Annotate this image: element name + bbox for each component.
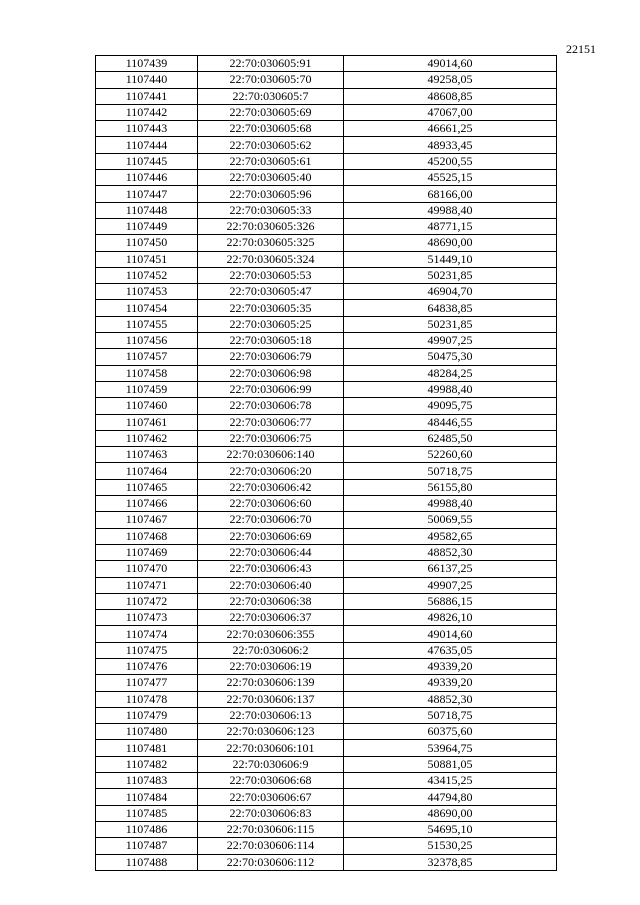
record-number-cell: 1107475 [96, 642, 198, 658]
record-number-cell: 1107444 [96, 137, 198, 153]
page-number: 22151 [566, 42, 596, 56]
cadastral-value-cell: 50718,75 [344, 463, 557, 479]
cadastral-value-cell: 64838,85 [344, 300, 557, 316]
cadastral-number-cell: 22:70:030606:137 [198, 691, 344, 707]
table-row [96, 186, 557, 202]
cadastral-value-cell: 47067,00 [344, 104, 557, 120]
record-number-cell: 1107470 [96, 561, 198, 577]
cadastral-number-cell: 22:70:030606:355 [198, 626, 344, 642]
cadastral-value-cell: 49339,20 [344, 675, 557, 691]
cadastral-value-cell: 32378,85 [344, 854, 557, 870]
record-number-cell: 1107477 [96, 675, 198, 691]
cadastral-number-cell: 22:70:030606:38 [198, 593, 344, 609]
table-row [96, 333, 557, 349]
cadastral-number-cell: 22:70:030606:2 [198, 642, 344, 658]
table-row [96, 496, 557, 512]
record-number-cell: 1107442 [96, 104, 198, 120]
cadastral-value-cell: 48852,30 [344, 544, 557, 560]
cadastral-value-cell: 46904,70 [344, 284, 557, 300]
table-row [96, 72, 557, 88]
record-number-cell: 1107488 [96, 854, 198, 870]
record-number-cell: 1107478 [96, 691, 198, 707]
cadastral-number-cell: 22:70:030606:140 [198, 447, 344, 463]
cadastral-value-cell: 49014,60 [344, 626, 557, 642]
table-row [96, 398, 557, 414]
table-row [96, 104, 557, 120]
record-number-cell: 1107471 [96, 577, 198, 593]
record-number-cell: 1107458 [96, 365, 198, 381]
record-number-cell: 1107469 [96, 544, 198, 560]
cadastral-value-cell: 49826,10 [344, 610, 557, 626]
table-row [96, 756, 557, 772]
cadastral-number-cell: 22:70:030606:44 [198, 544, 344, 560]
cadastral-value-cell: 49339,20 [344, 658, 557, 674]
record-number-cell: 1107468 [96, 528, 198, 544]
record-number-cell: 1107484 [96, 789, 198, 805]
record-number-cell: 1107473 [96, 610, 198, 626]
cadastral-value-cell: 56886,15 [344, 593, 557, 609]
table-row [96, 675, 557, 691]
record-number-cell: 1107463 [96, 447, 198, 463]
record-number-cell: 1107454 [96, 300, 198, 316]
record-number-cell: 1107460 [96, 398, 198, 414]
cadastral-value-cell: 48284,25 [344, 365, 557, 381]
cadastral-value-cell: 49258,05 [344, 72, 557, 88]
cadastral-number-cell: 22:70:030606:37 [198, 610, 344, 626]
cadastral-value-cell: 49988,40 [344, 381, 557, 397]
table-row [96, 610, 557, 626]
cadastral-number-cell: 22:70:030605:35 [198, 300, 344, 316]
table-row [96, 267, 557, 283]
cadastral-number-cell: 22:70:030606:78 [198, 398, 344, 414]
table-row [96, 430, 557, 446]
cadastral-value-cell: 66137,25 [344, 561, 557, 577]
cadastral-number-cell: 22:70:030606:75 [198, 430, 344, 446]
record-number-cell: 1107441 [96, 88, 198, 104]
cadastral-number-cell: 22:70:030605:7 [198, 88, 344, 104]
cadastral-number-cell: 22:70:030605:47 [198, 284, 344, 300]
cadastral-number-cell: 22:70:030605:70 [198, 72, 344, 88]
table-row [96, 414, 557, 430]
cadastral-number-cell: 22:70:030606:20 [198, 463, 344, 479]
table-row [96, 707, 557, 723]
table-row [96, 544, 557, 560]
cadastral-value-cell: 46661,25 [344, 121, 557, 137]
record-number-cell: 1107467 [96, 512, 198, 528]
table-row [96, 381, 557, 397]
record-number-cell: 1107474 [96, 626, 198, 642]
table-row [96, 284, 557, 300]
cadastral-number-cell: 22:70:030606:60 [198, 496, 344, 512]
record-number-cell: 1107486 [96, 821, 198, 837]
cadastral-value-cell: 60375,60 [344, 724, 557, 740]
table-row [96, 479, 557, 495]
table-row [96, 349, 557, 365]
record-number-cell: 1107479 [96, 707, 198, 723]
record-number-cell: 1107447 [96, 186, 198, 202]
table-row [96, 365, 557, 381]
cadastral-number-cell: 22:70:030606:83 [198, 805, 344, 821]
cadastral-number-cell: 22:70:030606:70 [198, 512, 344, 528]
cadastral-number-cell: 22:70:030606:69 [198, 528, 344, 544]
table-row [96, 691, 557, 707]
table-row [96, 626, 557, 642]
record-number-cell: 1107443 [96, 121, 198, 137]
record-number-cell: 1107452 [96, 267, 198, 283]
cadastral-value-cell: 47635,05 [344, 642, 557, 658]
cadastral-number-cell: 22:70:030605:25 [198, 316, 344, 332]
cadastral-value-cell: 49907,25 [344, 577, 557, 593]
table-row [96, 724, 557, 740]
cadastral-value-cell: 50069,55 [344, 512, 557, 528]
record-number-cell: 1107481 [96, 740, 198, 756]
cadastral-number-cell: 22:70:030606:79 [198, 349, 344, 365]
cadastral-value-cell: 50475,30 [344, 349, 557, 365]
table-row [96, 88, 557, 104]
cadastral-number-cell: 22:70:030605:40 [198, 170, 344, 186]
table-row [96, 251, 557, 267]
table-body [96, 56, 557, 871]
record-number-cell: 1107465 [96, 479, 198, 495]
record-number-cell: 1107472 [96, 593, 198, 609]
cadastral-number-cell: 22:70:030605:326 [198, 218, 344, 234]
cadastral-number-cell: 22:70:030605:324 [198, 251, 344, 267]
record-number-cell: 1107449 [96, 218, 198, 234]
table-row [96, 838, 557, 854]
table-row [96, 218, 557, 234]
cadastral-number-cell: 22:70:030606:139 [198, 675, 344, 691]
cadastral-value-cell: 49988,40 [344, 496, 557, 512]
table-row [96, 854, 557, 870]
cadastral-value-cell: 48446,55 [344, 414, 557, 430]
cadastral-number-cell: 22:70:030605:53 [198, 267, 344, 283]
cadastral-value-cell: 49095,75 [344, 398, 557, 414]
cadastral-value-cell: 53964,75 [344, 740, 557, 756]
cadastral-value-cell: 50231,85 [344, 316, 557, 332]
cadastral-number-cell: 22:70:030606:101 [198, 740, 344, 756]
cadastral-number-cell: 22:70:030606:42 [198, 479, 344, 495]
cadastral-value-cell: 51530,25 [344, 838, 557, 854]
cadastral-number-cell: 22:70:030606:13 [198, 707, 344, 723]
record-number-cell: 1107446 [96, 170, 198, 186]
record-number-cell: 1107440 [96, 72, 198, 88]
cadastral-value-cell: 48690,00 [344, 235, 557, 251]
cadastral-number-cell: 22:70:030605:96 [198, 186, 344, 202]
cadastral-value-cell: 48852,30 [344, 691, 557, 707]
record-number-cell: 1107451 [96, 251, 198, 267]
cadastral-value-cell: 48608,85 [344, 88, 557, 104]
record-number-cell: 1107439 [96, 56, 198, 72]
cadastral-number-cell: 22:70:030606:67 [198, 789, 344, 805]
data-table [95, 55, 557, 871]
record-number-cell: 1107483 [96, 773, 198, 789]
table-row [96, 153, 557, 169]
cadastral-number-cell: 22:70:030605:68 [198, 121, 344, 137]
table-row [96, 642, 557, 658]
cadastral-number-cell: 22:70:030605:325 [198, 235, 344, 251]
table-row [96, 235, 557, 251]
record-number-cell: 1107480 [96, 724, 198, 740]
table-row [96, 528, 557, 544]
table-row [96, 740, 557, 756]
cadastral-value-cell: 45200,55 [344, 153, 557, 169]
cadastral-number-cell: 22:70:030606:43 [198, 561, 344, 577]
cadastral-value-cell: 68166,00 [344, 186, 557, 202]
table-row [96, 593, 557, 609]
table-row [96, 512, 557, 528]
cadastral-number-cell: 22:70:030605:91 [198, 56, 344, 72]
record-number-cell: 1107466 [96, 496, 198, 512]
table-row [96, 316, 557, 332]
cadastral-number-cell: 22:70:030606:98 [198, 365, 344, 381]
cadastral-value-cell: 49988,40 [344, 202, 557, 218]
table-row [96, 300, 557, 316]
cadastral-value-cell: 50718,75 [344, 707, 557, 723]
record-number-cell: 1107459 [96, 381, 198, 397]
cadastral-number-cell: 22:70:030606:9 [198, 756, 344, 772]
table-row [96, 773, 557, 789]
cadastral-value-cell: 50231,85 [344, 267, 557, 283]
record-number-cell: 1107482 [96, 756, 198, 772]
record-number-cell: 1107453 [96, 284, 198, 300]
table-row [96, 805, 557, 821]
table-row [96, 137, 557, 153]
cadastral-number-cell: 22:70:030606:123 [198, 724, 344, 740]
record-number-cell: 1107445 [96, 153, 198, 169]
cadastral-value-cell: 54695,10 [344, 821, 557, 837]
record-number-cell: 1107485 [96, 805, 198, 821]
cadastral-number-cell: 22:70:030606:112 [198, 854, 344, 870]
table-row [96, 170, 557, 186]
cadastral-value-cell: 48690,00 [344, 805, 557, 821]
cadastral-number-cell: 22:70:030605:62 [198, 137, 344, 153]
cadastral-number-cell: 22:70:030605:33 [198, 202, 344, 218]
record-number-cell: 1107448 [96, 202, 198, 218]
cadastral-number-cell: 22:70:030605:69 [198, 104, 344, 120]
table-row [96, 821, 557, 837]
cadastral-value-cell: 62485,50 [344, 430, 557, 446]
table-row [96, 463, 557, 479]
cadastral-number-cell: 22:70:030606:114 [198, 838, 344, 854]
record-number-cell: 1107464 [96, 463, 198, 479]
table-row [96, 56, 557, 72]
cadastral-value-cell: 50881,05 [344, 756, 557, 772]
cadastral-number-cell: 22:70:030605:18 [198, 333, 344, 349]
cadastral-value-cell: 49014,60 [344, 56, 557, 72]
cadastral-value-cell: 45525,15 [344, 170, 557, 186]
cadastral-number-cell: 22:70:030606:40 [198, 577, 344, 593]
record-number-cell: 1107456 [96, 333, 198, 349]
cadastral-value-cell: 44794,80 [344, 789, 557, 805]
cadastral-value-cell: 51449,10 [344, 251, 557, 267]
cadastral-value-cell: 49582,65 [344, 528, 557, 544]
record-number-cell: 1107461 [96, 414, 198, 430]
table-row [96, 121, 557, 137]
record-number-cell: 1107455 [96, 316, 198, 332]
record-number-cell: 1107487 [96, 838, 198, 854]
cadastral-number-cell: 22:70:030606:19 [198, 658, 344, 674]
table-row [96, 577, 557, 593]
cadastral-value-cell: 48933,45 [344, 137, 557, 153]
cadastral-number-cell: 22:70:030606:115 [198, 821, 344, 837]
record-number-cell: 1107450 [96, 235, 198, 251]
record-number-cell: 1107476 [96, 658, 198, 674]
record-number-cell: 1107462 [96, 430, 198, 446]
table-row [96, 658, 557, 674]
cadastral-value-cell: 48771,15 [344, 218, 557, 234]
table-row [96, 561, 557, 577]
cadastral-value-cell: 49907,25 [344, 333, 557, 349]
cadastral-number-cell: 22:70:030606:77 [198, 414, 344, 430]
table-row [96, 202, 557, 218]
cadastral-number-cell: 22:70:030605:61 [198, 153, 344, 169]
cadastral-number-cell: 22:70:030606:99 [198, 381, 344, 397]
cadastral-number-cell: 22:70:030606:68 [198, 773, 344, 789]
table-row [96, 789, 557, 805]
table-row [96, 447, 557, 463]
cadastral-value-cell: 43415,25 [344, 773, 557, 789]
record-number-cell: 1107457 [96, 349, 198, 365]
cadastral-value-cell: 52260,60 [344, 447, 557, 463]
cadastral-value-cell: 56155,80 [344, 479, 557, 495]
